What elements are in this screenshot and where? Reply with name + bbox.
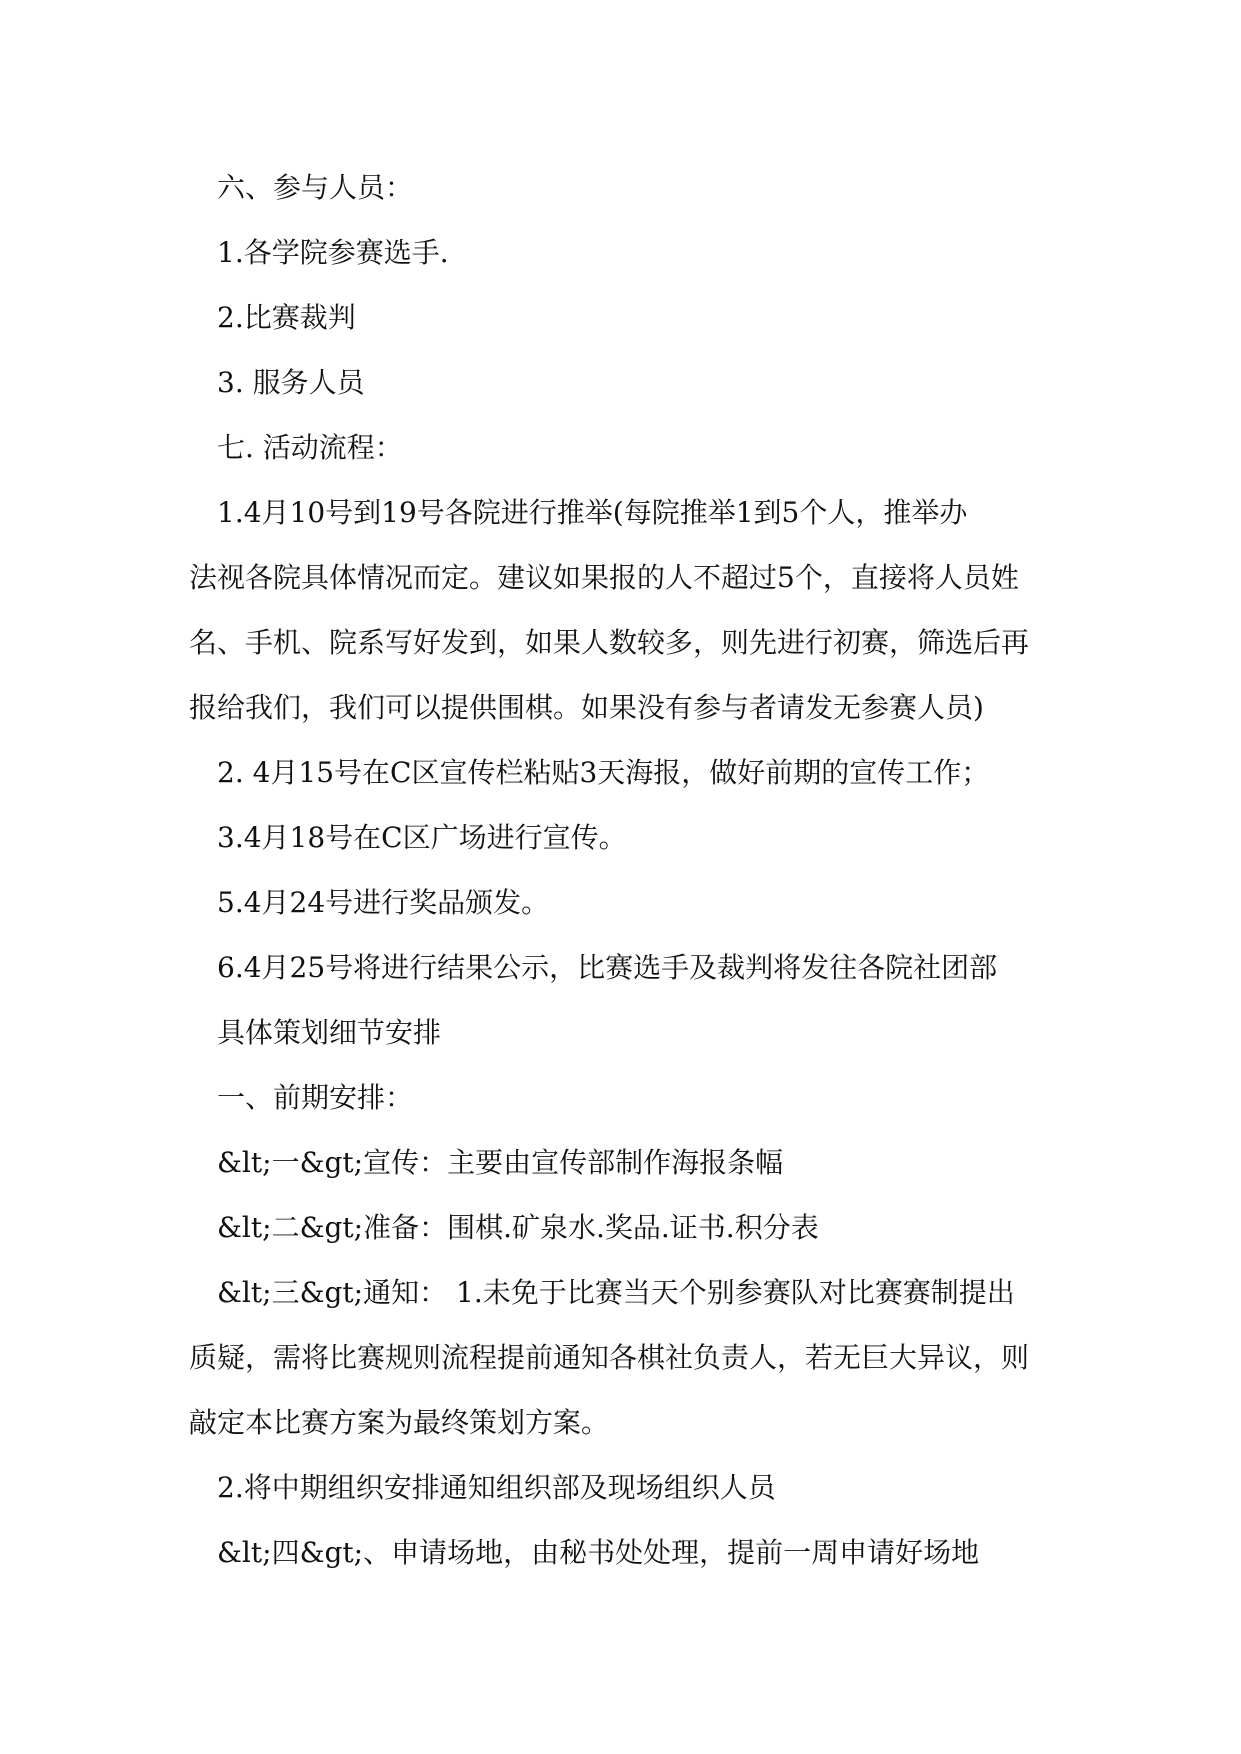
section-heading-participants: 六、参与人员： [217,171,414,204]
participant-item-2: 2.比赛裁判 [217,301,356,334]
prep-item-notice-2: 2.将中期组织安排通知组织部及现场组织人员 [217,1471,776,1504]
process-item-6: 6.4月25号将进行结果公示，比赛选手及裁判将发往各院社团部 [217,951,998,984]
participant-item-3: 3. 服务人员 [217,366,365,399]
process-item-1-line-3: 名、手机、院系写好发到，如果人数较多，则先进行初赛，筛选后再 [189,626,1030,659]
prep-item-notice-line-3: 敲定本比赛方案为最终策划方案。 [189,1406,610,1439]
process-item-5: 5.4月24号进行奖品颁发。 [217,886,550,919]
process-item-3: 3.4月18号在C区广场进行宣传。 [217,821,627,854]
participant-item-1: 1.各学院参赛选手. [217,236,449,269]
subheading-detail-plan: 具体策划细节安排 [217,1016,442,1049]
section-heading-process: 七. 活动流程： [217,431,403,464]
prep-item-venue: &lt;四&gt;、申请场地，由秘书处处理，提前一周申请好场地 [217,1536,980,1569]
process-item-1-line-2: 法视各院具体情况而定。建议如果报的人不超过5个，直接将人员姓 [189,561,1019,594]
prep-item-materials: &lt;二&gt;准备：围棋.矿泉水.奖品.证书.积分表 [217,1211,819,1244]
process-item-2: 2. 4月15号在C区宣传栏粘贴3天海报，做好前期的宣传工作； [217,756,990,789]
process-item-1-line-1: 1.4月10号到19号各院进行推举(每院推举1到5个人，推举办 [217,496,968,529]
document-body [189,155,1069,1585]
prep-item-publicity: &lt;一&gt;宣传：主要由宣传部制作海报条幅 [217,1146,784,1179]
process-item-1-line-4: 报给我们，我们可以提供围棋。如果没有参与者请发无参赛人员) [189,691,984,724]
prep-item-notice-line-1: &lt;三&gt;通知： 1.未免于比赛当天个别参赛队对比赛赛制提出 [217,1276,1015,1309]
section-heading-preparation: 一、前期安排： [217,1081,414,1114]
prep-item-notice-line-2: 质疑，需将比赛规则流程提前通知各棋社负责人，若无巨大异议，则 [189,1341,1030,1374]
